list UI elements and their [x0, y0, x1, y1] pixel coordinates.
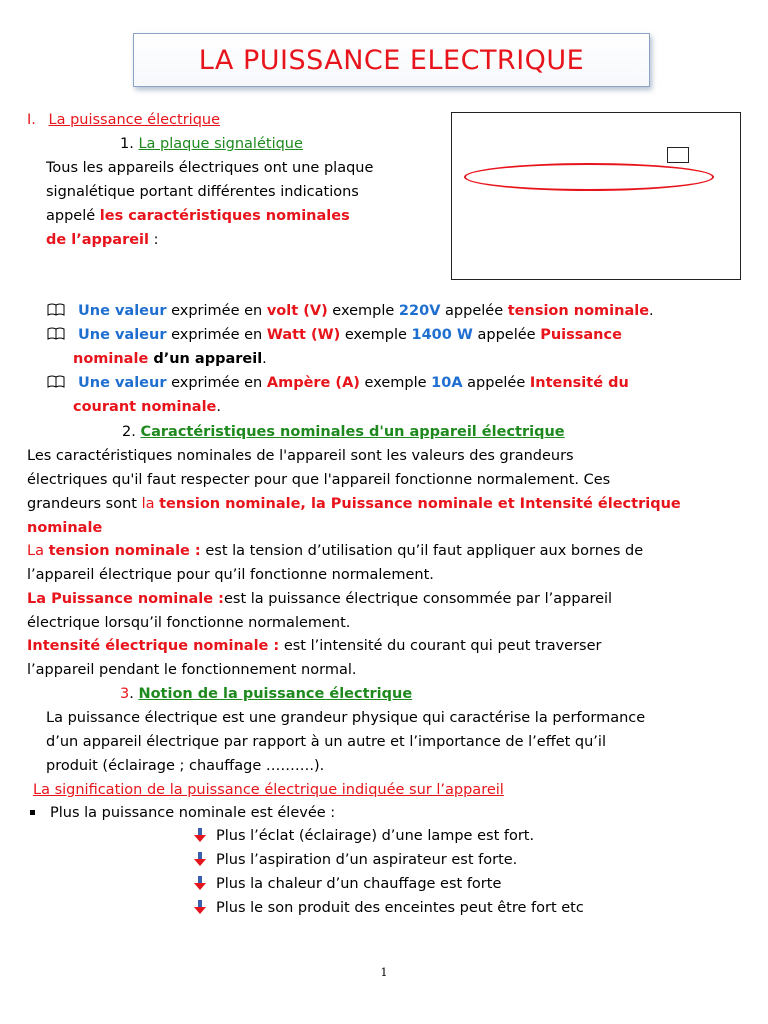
para3-line-2: d’un appareil électrique par rapport à un autre et l’importance de l’effet qu’il [46, 734, 606, 750]
intro-highlight: de l’appareil [46, 232, 149, 248]
bullet-2 [78, 325, 622, 345]
definition-term: tension nominale : [48, 543, 201, 559]
bullet-text: . [649, 303, 654, 319]
bullet-name: Puissance [540, 327, 622, 343]
subsection-title: Notion de la puissance électrique [138, 686, 413, 702]
section-heading [27, 110, 220, 130]
bullet-text: exprimée en [166, 327, 267, 343]
nameplate-ellipse [464, 163, 714, 191]
arrow-icon [193, 899, 207, 915]
arrow-icon [193, 827, 207, 843]
para2-line-3 [27, 494, 681, 514]
plus-item: Plus l’éclat (éclairage) d’une lampe est fort. [216, 828, 535, 844]
title-box [133, 33, 650, 87]
bullet-unit: volt (V) [266, 303, 328, 319]
intro-line-1: Tous les appareils électriques ont une plaque [46, 160, 374, 176]
page-number: 1 [380, 966, 388, 979]
bullet-unit: Ampère (A) [266, 375, 360, 391]
subsection-number: 3 [120, 686, 130, 702]
bullet-name: Intensité du [529, 375, 629, 391]
definition-tension-line-2: l’appareil électrique pour qu’il fonctionne normalement. [27, 567, 434, 583]
bullet-text: exemple [359, 375, 432, 391]
bullet-2-line-2 [73, 349, 267, 369]
bullet-text: appelée [472, 327, 541, 343]
definition-term: La Puissance nominale : [27, 591, 224, 607]
definition-intensite-line-2: l’appareil pendant le fonctionnement normal. [27, 662, 357, 678]
bullet-name: tension nominale [507, 303, 650, 319]
bullet-1 [78, 301, 654, 321]
subsection-heading-3 [120, 684, 412, 704]
plus-item: Plus la chaleur d’un chauffage est forte [216, 876, 502, 892]
subsection-number-dot: . [131, 424, 136, 440]
bullet-example: 1400 W [411, 327, 473, 343]
subsection-number-dot: . [129, 686, 134, 702]
arrow-icon [193, 875, 207, 891]
subsection-title: La plaque signalétique [138, 136, 303, 152]
definition-intensite [27, 636, 602, 656]
subsection-number-dot: . [129, 136, 134, 152]
bullet-term: Une valeur [78, 375, 167, 391]
para3-line-3: produit (éclairage ; chauffage ……….). [46, 758, 325, 774]
para2-line-1: Les caractéristiques nominales de l'appareil sont les valeurs des grandeurs [27, 448, 574, 464]
bullet-3-line-2 [73, 397, 221, 417]
para2-line-2: électriques qu'il faut respecter pour que l'appareil fonctionne normalement. Ces [27, 472, 611, 488]
plus-item: Plus l’aspiration d’un aspirateur est forte. [216, 852, 518, 868]
section-number-dot: . [31, 112, 36, 128]
section-title: La puissance électrique [48, 112, 221, 128]
signification-heading: La signification de la puissance électrique indiquée sur l’appareil [33, 782, 504, 798]
intro-line-4 [46, 230, 159, 250]
subsection-heading-2 [122, 422, 565, 442]
para-text: la [141, 496, 160, 512]
bullet-text: exprimée en [166, 375, 267, 391]
bullet-text: appelée [440, 303, 508, 319]
definition-text: La [27, 543, 49, 559]
bullet-3 [78, 373, 629, 393]
bullet-text: . [262, 351, 267, 367]
intro-text: appelé [46, 208, 100, 224]
plus-main: Plus la puissance nominale est élevée : [50, 805, 336, 821]
definition-term: Intensité électrique nominale : [27, 638, 280, 654]
intro-line-3 [46, 206, 350, 226]
bullet-term: Une valeur [78, 327, 167, 343]
bullet-text: exprimée en [166, 303, 267, 319]
subsection-title: Caractéristiques nominales d'un appareil électrique [140, 424, 565, 440]
bullet-name: courant nominale [73, 399, 217, 415]
page-title: LA PUISSANCE ELECTRIQUE [198, 45, 585, 76]
bullet-unit: Watt (W) [266, 327, 341, 343]
arrow-icon [193, 851, 207, 867]
definition-text: est la puissance électrique consommée par l’appareil [223, 591, 613, 607]
definition-puissance [27, 589, 612, 609]
para3-line-1: La puissance électrique est une grandeur physique qui caractérise la performance [46, 710, 646, 726]
book-icon [47, 375, 65, 389]
bullet-text: appelée [462, 375, 530, 391]
nameplate-square [667, 147, 689, 163]
intro-text: : [149, 232, 159, 248]
definition-puissance-line-2: électrique lorsqu’il fonctionne normalement. [27, 615, 351, 631]
definition-text: est l’intensité du courant qui peut traverser [279, 638, 602, 654]
book-icon [47, 327, 65, 341]
bullet-term: Une valeur [78, 303, 167, 319]
plus-item: Plus le son produit des enceintes peut être fort etc [216, 900, 584, 916]
definition-tension [27, 541, 643, 561]
para-highlight: tension nominale, la Puissance nominale et Intensité électrique [159, 496, 681, 512]
subsection-number: 1 [120, 136, 130, 152]
definition-text: est la tension d’utilisation qu’il faut appliquer aux bornes de [200, 543, 644, 559]
para2-line-4: nominale [27, 520, 103, 536]
section-number: I [27, 112, 32, 128]
subsection-number: 2 [122, 424, 132, 440]
para-text: grandeurs sont [27, 496, 142, 512]
bullet-example: 10A [431, 375, 463, 391]
bullet-text: . [216, 399, 222, 415]
book-icon [47, 303, 65, 317]
intro-line-2: signalétique portant différentes indications [46, 184, 359, 200]
intro-highlight: les caractéristiques nominales [99, 208, 350, 224]
bullet-text: exemple [340, 327, 412, 343]
nameplate-illustration [451, 112, 741, 280]
bullet-example: 220V [398, 303, 441, 319]
square-bullet-icon [30, 810, 35, 815]
subsection-heading-1 [120, 134, 303, 154]
bullet-text: exemple [327, 303, 399, 319]
bullet-text: d’un appareil [148, 351, 263, 367]
bullet-name: nominale [73, 351, 149, 367]
